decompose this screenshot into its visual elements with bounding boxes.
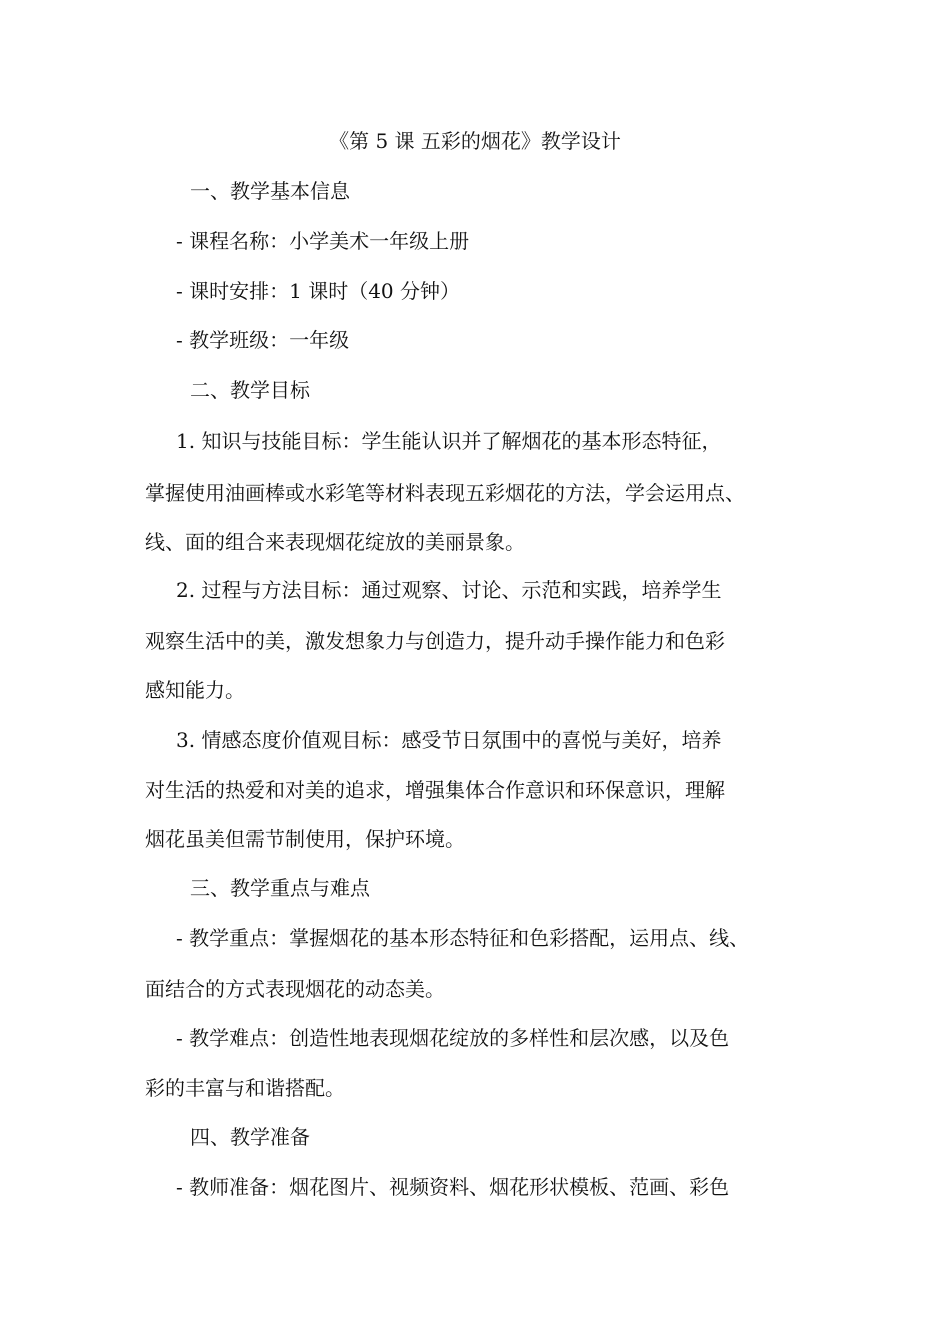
goal-1-line-3: 线、面的组合来表现烟花绽放的美丽景象。 bbox=[145, 530, 525, 554]
key-point-line-1: - 教学重点：掌握烟花的基本形态特征和色彩搭配，运用点、线、 bbox=[176, 926, 750, 950]
course-name-item: - 课程名称：小学美术一年级上册 bbox=[176, 229, 470, 253]
class-hours-item: - 课时安排：1 课时（40 分钟） bbox=[176, 279, 461, 303]
goal-3-line-1: 3. 情感态度价值观目标：感受节日氛围中的喜悦与美好，培养 bbox=[176, 728, 722, 752]
section-heading-key-points: 三、教学重点与难点 bbox=[190, 876, 370, 900]
goal-2-line-1: 2. 过程与方法目标：通过观察、讨论、示范和实践，培养学生 bbox=[176, 578, 722, 602]
goal-1-line-1: 1. 知识与技能目标：学生能认识并了解烟花的基本形态特征， bbox=[176, 429, 722, 453]
goal-3-line-3: 烟花虽美但需节制使用，保护环境。 bbox=[145, 827, 465, 851]
section-heading-goals: 二、教学目标 bbox=[190, 378, 310, 402]
teaching-class-item: - 教学班级：一年级 bbox=[176, 328, 350, 352]
goal-3-line-2: 对生活的热爱和对美的追求，增强集体合作意识和环保意识，理解 bbox=[145, 778, 725, 802]
goal-2-line-3: 感知能力。 bbox=[145, 678, 245, 702]
goal-2-line-2: 观察生活中的美，激发想象力与创造力，提升动手操作能力和色彩 bbox=[145, 629, 725, 653]
difficulty-line-2: 彩的丰富与和谐搭配。 bbox=[145, 1076, 345, 1100]
section-heading-preparation: 四、教学准备 bbox=[190, 1125, 310, 1149]
section-heading-basic-info: 一、教学基本信息 bbox=[190, 179, 350, 203]
difficulty-line-1: - 教学难点：创造性地表现烟花绽放的多样性和层次感，以及色 bbox=[176, 1026, 730, 1050]
goal-1-line-2: 掌握使用油画棒或水彩笔等材料表现五彩烟花的方法，学会运用点、 bbox=[145, 481, 745, 505]
teacher-preparation-line-1: - 教师准备：烟花图片、视频资料、烟花形状模板、范画、彩色 bbox=[176, 1175, 730, 1199]
key-point-line-2: 面结合的方式表现烟花的动态美。 bbox=[145, 977, 445, 1001]
page-title: 《第 5 课 五彩的烟花》教学设计 bbox=[329, 129, 621, 153]
